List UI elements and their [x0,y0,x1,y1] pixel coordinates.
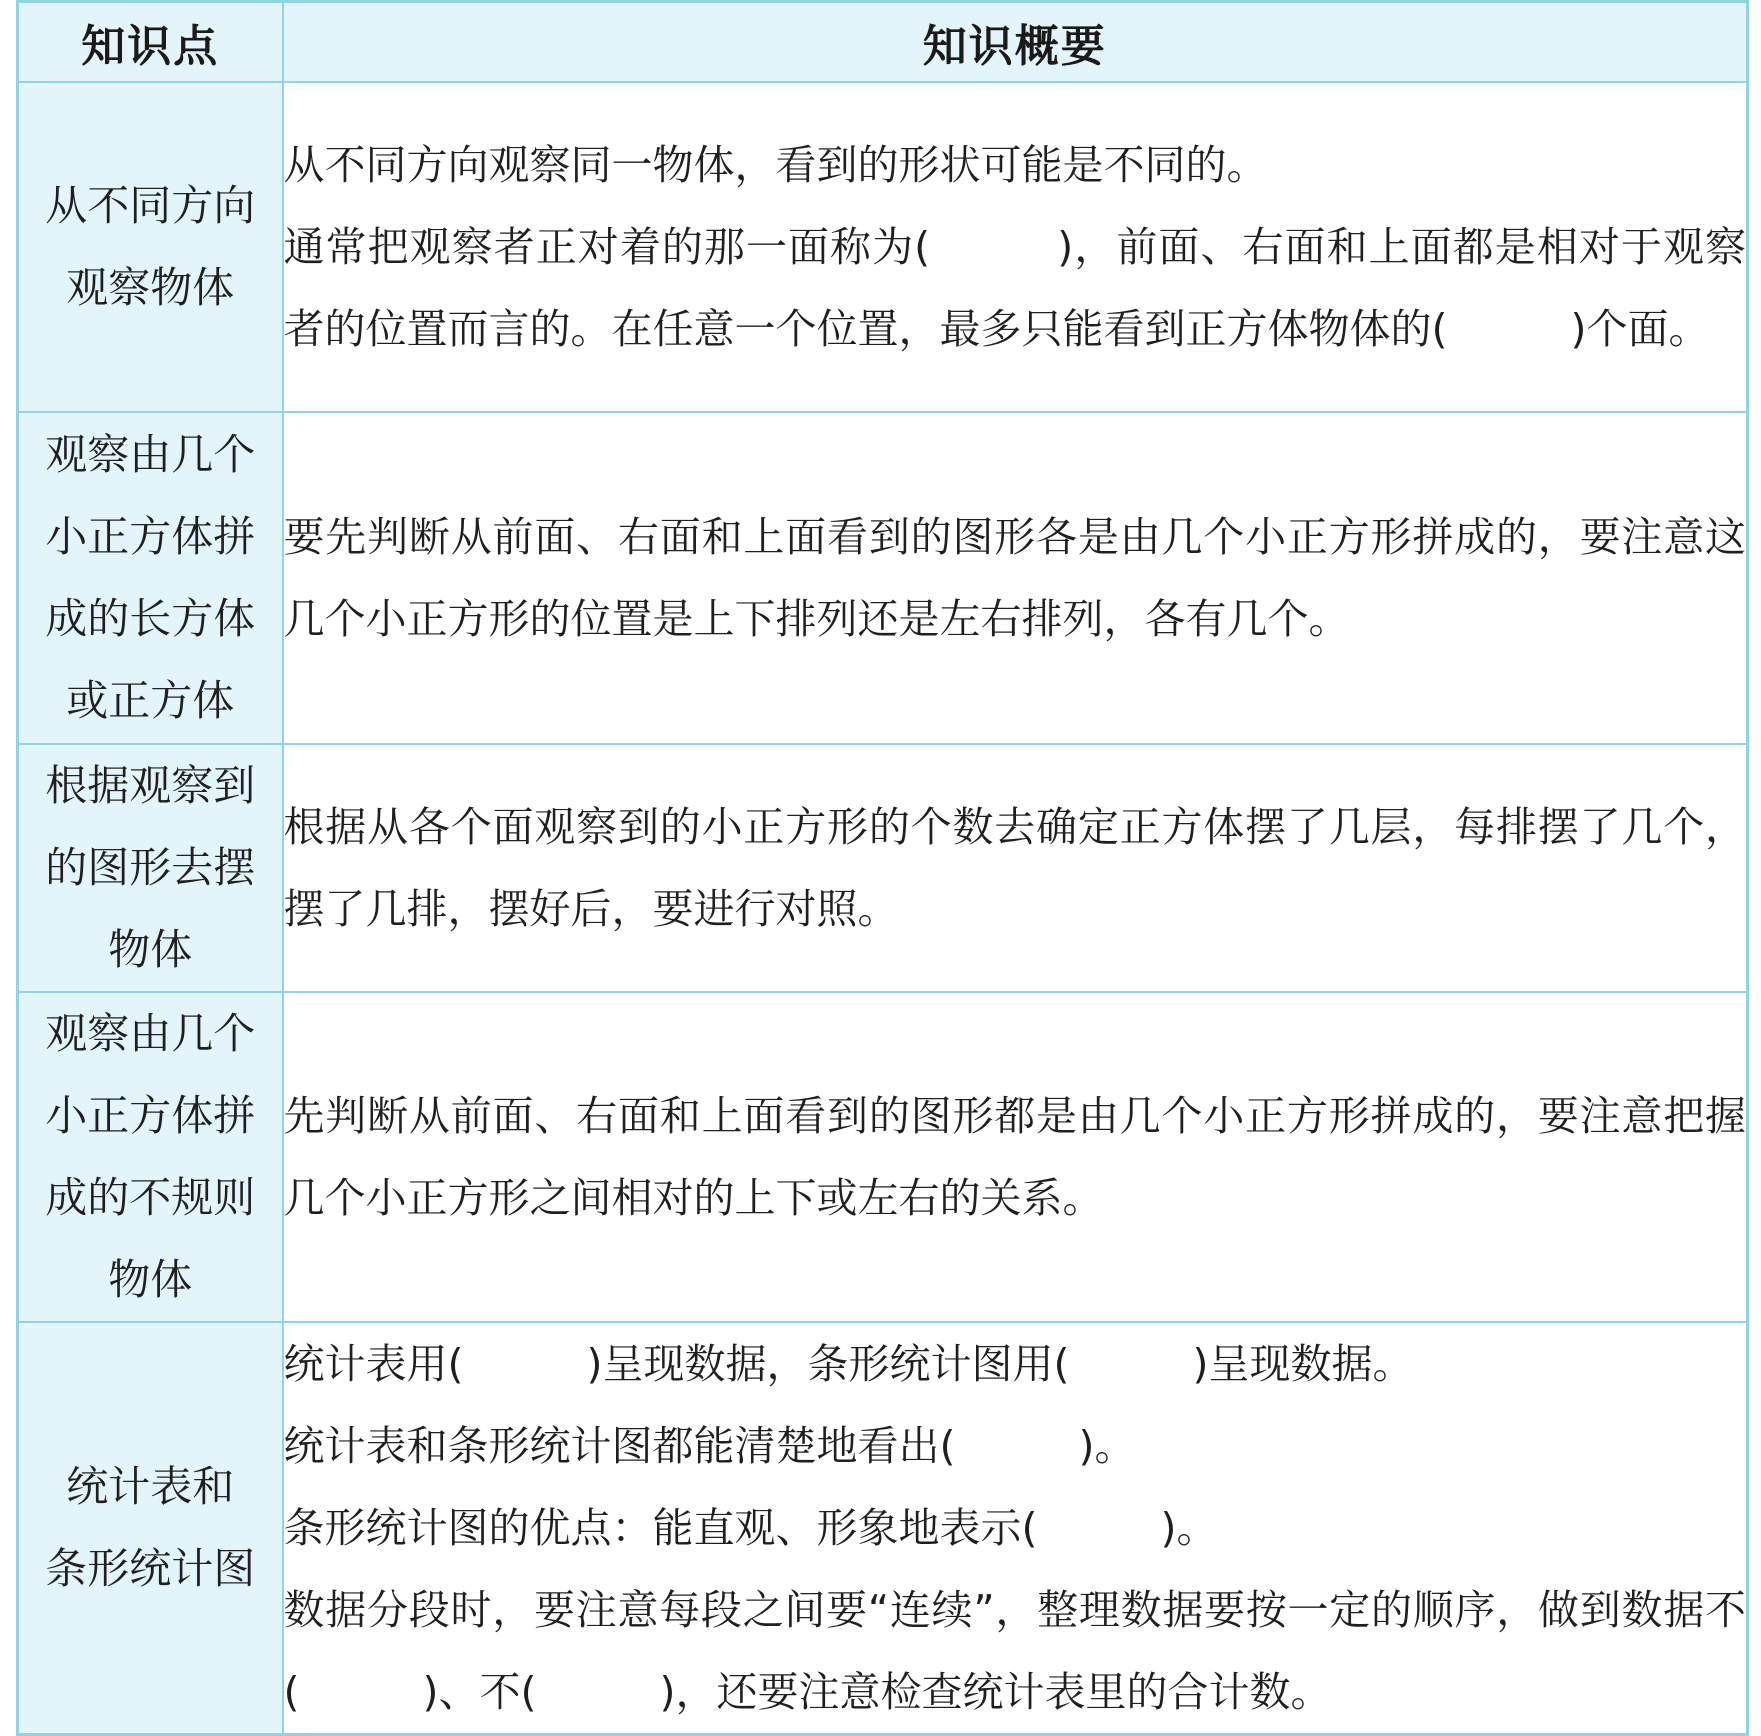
topic-line: 的图形去摆 [45,843,256,892]
table-row [18,992,1748,1322]
topic-line: 观察物体 [66,263,235,312]
knowledge-table [16,0,1749,1736]
topic-line: 观察由几个 [45,1009,256,1058]
topic-cell [18,744,283,992]
topic-line: 观察由几个 [45,430,256,479]
knowledge-sheet [16,0,1746,1717]
summary-paragraph: 通常把观察者正对着的那一面称为( )，前面、右面和上面都是相对于观察者的位置而言的。在任意一个位置，最多只能看到正方体物体的( )个面。 [283,223,1746,353]
summary-paragraph: 统计表用( )呈现数据，条形统计图用( )呈现数据。 [283,1340,1414,1388]
summary-paragraph: 统计表和条形统计图都能清楚地看出( )。 [283,1422,1136,1470]
topic-line: 成的长方体 [45,594,256,643]
table-header-row [18,2,1748,83]
summary-cell [283,82,1748,412]
topic-line: 从不同方向 [45,181,256,230]
topic-line: 统计表和 [66,1462,235,1511]
topic-line: 成的不规则 [45,1173,256,1222]
summary-cell [283,412,1748,744]
table-row [18,1322,1748,1735]
summary-cell [283,992,1748,1322]
topic-line: 小正方体拼 [45,512,256,561]
topic-line: 或正方体 [66,676,235,725]
summary-paragraph: 从不同方向观察同一物体，看到的形状可能是不同的。 [283,141,1268,189]
table-row [18,744,1748,992]
topic-cell [18,82,283,412]
topic-line: 物体 [108,1255,193,1304]
header-topic: 知识点 [18,2,283,83]
summary-cell [283,1322,1748,1735]
table-row [18,82,1748,412]
summary-cell [283,744,1748,992]
topic-line: 根据观察到 [45,761,256,810]
summary-paragraph: 先判断从前面、右面和上面看到的图形都是由几个小正方形拼成的，要注意把握几个小正方形之间相对的上下或左右的关系。 [283,1092,1746,1222]
topic-line: 小正方体拼 [45,1091,256,1140]
topic-cell [18,992,283,1322]
summary-paragraph: 数据分段时，要注意每段之间要“连续”，整理数据要按一定的顺序，做到数据不( )、不( )，还要注意检查统计表里的合计数。 [283,1586,1746,1716]
header-summary: 知识概要 [283,2,1748,83]
topic-cell [18,412,283,744]
topic-line: 物体 [108,925,193,974]
table-row [18,412,1748,744]
topic-line: 条形统计图 [45,1544,256,1593]
summary-paragraph: 要先判断从前面、右面和上面看到的图形各是由几个小正方形拼成的，要注意这几个小正方形的位置是上下排列还是左右排列，各有几个。 [283,513,1746,643]
summary-paragraph: 条形统计图的优点：能直观、形象地表示( )。 [283,1504,1218,1552]
topic-cell [18,1322,283,1735]
summary-paragraph: 根据从各个面观察到的小正方形的个数去确定正方体摆了几层，每排摆了几个，摆了几排，摆好后，要进行对照。 [283,803,1746,933]
